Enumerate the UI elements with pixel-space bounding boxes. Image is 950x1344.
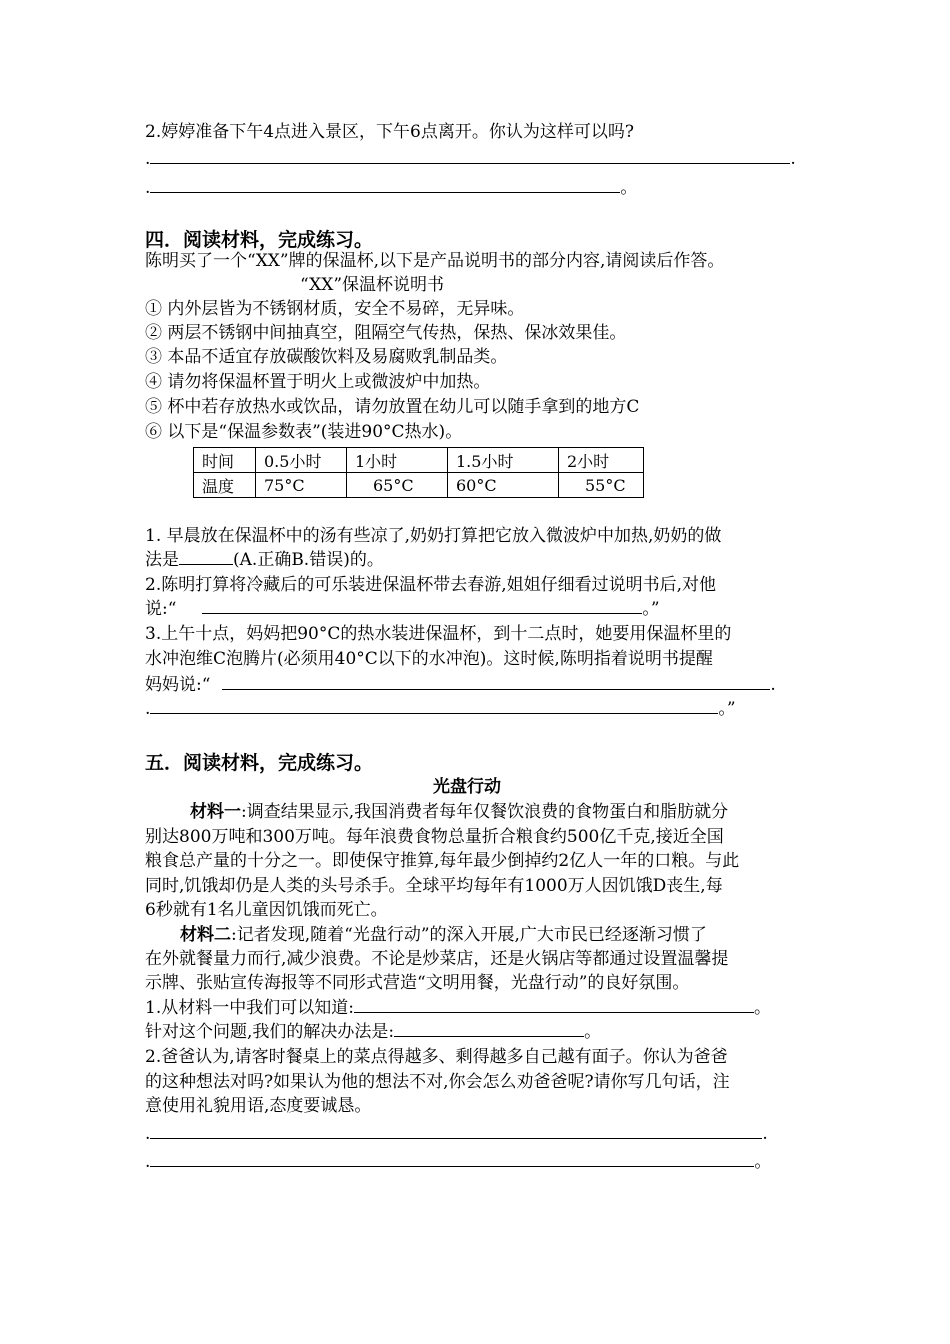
- blank-line[interactable]: [179, 550, 233, 565]
- question-1-answer: [145, 549, 384, 571]
- table-row: [194, 473, 644, 498]
- table-cell: 0.5小时: [256, 448, 347, 473]
- section-5-heading: 五．阅读材料，完成练习。: [145, 752, 374, 774]
- material-text: :调查结果显示,我国消费者每年仅餐饮浪费的食物蛋白和脂肪就分: [241, 802, 729, 822]
- blank-line[interactable]: [150, 178, 620, 193]
- question-text: 针对这个问题,我们的解决办法是:: [145, 1022, 395, 1042]
- table-cell: 2小时: [559, 448, 644, 473]
- insulation-parameter-table: [193, 447, 644, 498]
- answer-line[interactable]: [145, 148, 796, 170]
- material-2-line: 在外就餐量力而行,减少浪费。不论是炒菜店，还是火锅店等都通过设置温馨提: [145, 949, 729, 969]
- table-cell: 温度: [194, 473, 256, 498]
- article-title: 光盘行动: [433, 777, 501, 797]
- section-4-intro: 陈明买了一个“XX”牌的保温杯,以下是产品说明书的部分内容,请阅读后作答。: [145, 251, 725, 271]
- table-cell: 55°C: [559, 473, 644, 498]
- manual-title: “XX”保温杯说明书: [300, 275, 445, 295]
- answer-line[interactable]: [145, 1151, 771, 1173]
- question-2-text: 2.陈明打算将冷藏后的可乐装进保温杯带去春游,姐姐仔细看过说明书后,对他: [145, 575, 717, 595]
- question-2-text: 2.婷婷准备下午4点进入景区，下午6点离开。你认为这样可以吗?: [145, 122, 634, 142]
- question-1-answer: [145, 997, 771, 1019]
- period: 。: [754, 1152, 772, 1172]
- dot: .: [145, 149, 151, 169]
- question-2-answer: [145, 598, 660, 620]
- manual-item: ② 两层不锈钢中间抽真空，阻隔空气传热，保热、保冰效果佳。: [145, 323, 627, 343]
- question-text: 妈妈说:“: [145, 675, 211, 695]
- answer-line[interactable]: [145, 698, 736, 720]
- table-cell: 65°C: [347, 473, 448, 498]
- question-text: 。: [753, 998, 771, 1018]
- dot: .: [762, 1124, 768, 1144]
- question-2-text: 意使用礼貌用语,态度要诚恳。: [145, 1096, 372, 1116]
- blank-line[interactable]: [150, 699, 718, 714]
- blank-line[interactable]: [222, 675, 770, 690]
- question-3-answer: [145, 674, 776, 696]
- manual-item: ④ 请勿将保温杯置于明火上或微波炉中加热。: [145, 372, 491, 392]
- blank-line[interactable]: [150, 1124, 762, 1139]
- question-text: 。: [584, 1022, 602, 1042]
- manual-item: ① 内外层皆为不锈钢材质，安全不易碎，无异味。: [145, 299, 525, 319]
- material-1-line: 粮食总产量的十分之一。即使保守推算,每年最少倒掉约2亿人一年的口粮。与此: [145, 851, 740, 871]
- question-text: (A.正确B.错误)的。: [233, 550, 384, 570]
- answer-line[interactable]: [145, 177, 637, 199]
- question-text: 法是: [145, 550, 179, 570]
- manual-item: ③ 本品不适宜存放碳酸饮料及易腐败乳制品类。: [145, 347, 508, 367]
- manual-item: ⑥ 以下是“保温参数表”(装进90°C热水)。: [145, 422, 463, 442]
- blank-line[interactable]: [202, 599, 642, 614]
- period: 。: [620, 178, 638, 198]
- question-text: 。”: [642, 599, 660, 619]
- question-3-text: 3.上午十点，妈妈把90°C的热水装进保温杯，到十二点时，她要用保温杯里的: [145, 624, 732, 644]
- table-cell: 时间: [194, 448, 256, 473]
- blank-line[interactable]: [394, 1022, 584, 1037]
- material-text: :记者发现,随着“光盘行动”的深入开展,广大市民已经逐渐习惯了: [231, 925, 707, 945]
- dot: .: [145, 178, 151, 198]
- material-2-line: [180, 924, 707, 946]
- question-1-text: 1. 早晨放在保温杯中的汤有些凉了,奶奶打算把它放入微波炉中加热,奶奶的做: [145, 526, 722, 546]
- section-4-heading: 四．阅读材料，完成练习。: [145, 229, 374, 251]
- table-row: [194, 448, 644, 473]
- dot: .: [145, 1152, 151, 1172]
- question-text: 。”: [718, 699, 736, 719]
- blank-line[interactable]: [354, 998, 754, 1013]
- table-cell: 1.5小时: [448, 448, 559, 473]
- question-2-text: 2.爸爸认为,请客时餐桌上的菜点得越多、剩得越多自己越有面子。你认为爸爸: [145, 1047, 728, 1067]
- dot: .: [790, 149, 796, 169]
- dot: .: [145, 1124, 151, 1144]
- table-cell: 1小时: [347, 448, 448, 473]
- manual-item: ⑤ 杯中若存放热水或饮品，请勿放置在幼儿可以随手拿到的地方C: [145, 397, 640, 417]
- question-text: 1.从材料一中我们可以知道:: [145, 998, 354, 1018]
- question-2-text: 的这种想法对吗?如果认为他的想法不对,你会怎么劝爸爸呢?请你写几句话，注: [145, 1072, 730, 1092]
- material-label: 材料一: [190, 802, 241, 822]
- material-1-line: [190, 801, 728, 823]
- material-label: 材料二: [180, 925, 231, 945]
- question-3-text: 水冲泡维C泡腾片(必须用40°C以下的水冲泡)。这时候,陈明指着说明书提醒: [145, 649, 713, 669]
- question-text: 说:“: [145, 599, 177, 619]
- table-cell: 60°C: [448, 473, 559, 498]
- material-1-line: 别达800万吨和300万吨。每年浪费食物总量折合粮食约500亿千克,接近全国: [145, 827, 724, 847]
- blank-line[interactable]: [150, 149, 790, 164]
- material-1-line: 同时,饥饿却仍是人类的头号杀手。全球平均每年有1000万人因饥饿D丧生,每: [145, 876, 723, 896]
- blank-line[interactable]: [150, 1152, 754, 1167]
- table-cell: 75°C: [256, 473, 347, 498]
- question-1-answer: [145, 1021, 601, 1043]
- material-1-line: 6秒就有1名儿童因饥饿而死亡。: [145, 900, 388, 920]
- question-text: .: [770, 675, 776, 695]
- dot: .: [145, 699, 151, 719]
- answer-line[interactable]: [145, 1123, 768, 1145]
- material-2-line: 示牌、张贴宣传海报等不同形式营造“文明用餐，光盘行动”的良好氛围。: [145, 973, 690, 993]
